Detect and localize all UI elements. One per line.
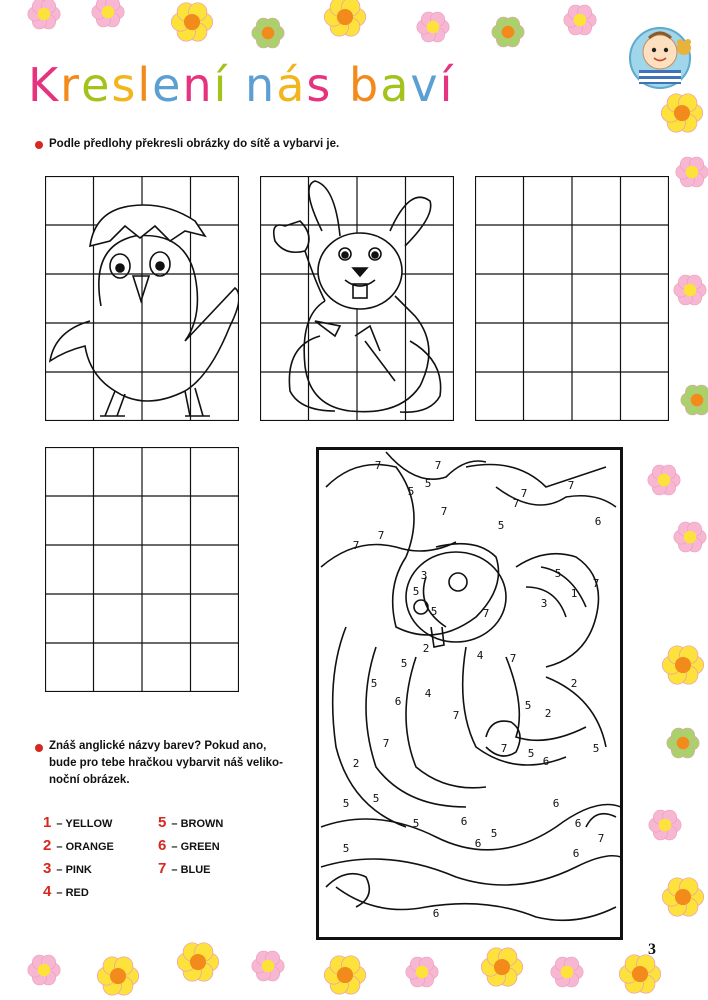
color-number: 5	[370, 677, 378, 690]
color-number: 3	[540, 597, 548, 610]
color-number: 7	[452, 709, 460, 722]
color-number: 1	[570, 587, 578, 600]
color-number: 4	[424, 687, 432, 700]
color-number: 6	[542, 755, 550, 768]
title-letter: v	[410, 58, 440, 112]
title-letter: s	[306, 58, 333, 112]
color-number: 6	[474, 837, 482, 850]
color-number: 5	[430, 605, 438, 618]
color-number: 7	[509, 652, 517, 665]
legend-item: 2 – ORANGE	[43, 837, 114, 854]
color-number: 7	[352, 539, 360, 552]
color-number: 7	[592, 577, 600, 590]
legend-item: 4 – RED	[43, 883, 89, 900]
title-letter: s	[111, 58, 138, 112]
grid-empty-1	[475, 176, 669, 421]
flower-icon	[659, 90, 705, 136]
instruction-2-line-2: bude pro tebe hračkou vybarvit náš veliko-	[49, 757, 283, 769]
color-number: 7	[500, 742, 508, 755]
flower-icon	[549, 954, 585, 990]
flower-icon	[169, 0, 215, 45]
legend-item: 1 – YELLOW	[43, 814, 113, 831]
color-number: 5	[497, 519, 505, 532]
title-letter: í	[213, 58, 229, 112]
color-number: 2	[544, 707, 552, 720]
flower-icon	[404, 954, 440, 990]
flower-icon	[672, 272, 708, 308]
color-number: 5	[342, 797, 350, 810]
title-letter: r	[60, 58, 82, 112]
color-number: 7	[597, 832, 605, 845]
color-number: 6	[460, 815, 468, 828]
flower-icon	[665, 725, 701, 761]
title-letter: n	[245, 58, 277, 112]
instruction-1: Podle předlohy překresli obrázky do sítě a vybarvi je.	[49, 138, 340, 150]
color-number: 7	[382, 737, 390, 750]
color-number: 2	[422, 642, 430, 655]
color-number: 2	[570, 677, 578, 690]
color-number: 6	[394, 695, 402, 708]
title-letter: e	[81, 58, 112, 112]
color-number: 5	[424, 477, 432, 490]
color-number: 7	[567, 479, 575, 492]
flower-icon	[679, 382, 708, 418]
title-letter: b	[348, 58, 381, 112]
grid-bunny	[260, 176, 454, 421]
color-number: 5	[372, 792, 380, 805]
flower-icon	[490, 14, 526, 50]
color-number: 7	[512, 497, 520, 510]
grid-chick	[45, 176, 239, 421]
flower-icon	[26, 0, 62, 32]
title-letter: í	[439, 58, 455, 112]
color-number: 7	[374, 459, 382, 472]
color-number: 6	[594, 515, 602, 528]
flower-icon	[660, 874, 706, 920]
legend-item: 5 – BROWN	[158, 814, 224, 831]
flower-icon	[562, 2, 598, 38]
flower-icon	[672, 519, 708, 555]
color-number: 6	[552, 797, 560, 810]
title-letter: e	[152, 58, 183, 112]
color-by-number-rabbit-icon	[316, 447, 623, 940]
flower-icon	[674, 154, 708, 190]
instruction-2	[49, 738, 283, 789]
flower-icon	[90, 0, 126, 30]
color-number: 5	[412, 817, 420, 830]
flower-icon	[322, 0, 368, 40]
title-letter: n	[182, 58, 214, 112]
color-number: 6	[432, 907, 440, 920]
title-letter	[228, 58, 245, 112]
title-letter: á	[276, 58, 307, 112]
flower-icon	[250, 948, 286, 984]
flower-icon	[250, 15, 286, 51]
flower-icon	[646, 462, 682, 498]
color-number: 6	[574, 817, 582, 830]
chick-drawing-icon	[50, 205, 239, 416]
page-title	[28, 58, 454, 112]
color-number: 7	[482, 607, 490, 620]
bullet-icon	[35, 141, 43, 149]
color-number: 7	[520, 487, 528, 500]
color-number: 7	[440, 505, 448, 518]
color-number: 5	[527, 747, 535, 760]
flower-icon	[175, 939, 221, 985]
baby-face-icon	[627, 20, 697, 90]
color-number: 5	[490, 827, 498, 840]
color-number: 5	[342, 842, 350, 855]
flower-icon	[26, 952, 62, 988]
legend-item: 3 – PINK	[43, 860, 92, 877]
title-letter: a	[380, 58, 411, 112]
title-letter: K	[28, 58, 61, 112]
title-letter	[332, 58, 349, 112]
page-number: 3	[648, 941, 656, 958]
bullet-icon	[35, 744, 43, 752]
color-number: 7	[434, 459, 442, 472]
flower-icon	[415, 9, 451, 45]
legend-item: 6 – GREEN	[158, 837, 220, 854]
color-number: 3	[420, 569, 428, 582]
flower-icon	[479, 944, 525, 990]
color-number: 5	[554, 567, 562, 580]
grid-empty-2	[45, 447, 239, 692]
flower-icon	[660, 642, 706, 688]
color-number: 7	[377, 529, 385, 542]
color-number: 6	[572, 847, 580, 860]
color-number: 2	[352, 757, 360, 770]
color-number: 5	[592, 742, 600, 755]
color-number: 5	[412, 585, 420, 598]
title-letter: l	[137, 58, 153, 112]
flower-icon	[647, 807, 683, 843]
color-number: 4	[476, 649, 484, 662]
instruction-2-line-1: Znáš anglické názvy barev? Pokud ano,	[49, 740, 267, 752]
flower-icon	[322, 952, 368, 998]
flower-icon	[95, 953, 141, 999]
color-number: 5	[400, 657, 408, 670]
legend-item: 7 – BLUE	[158, 860, 211, 877]
color-number: 5	[524, 699, 532, 712]
instruction-2-line-3: noční obrázek.	[49, 774, 130, 786]
color-number: 5	[407, 485, 415, 498]
flower-icon	[617, 951, 663, 997]
